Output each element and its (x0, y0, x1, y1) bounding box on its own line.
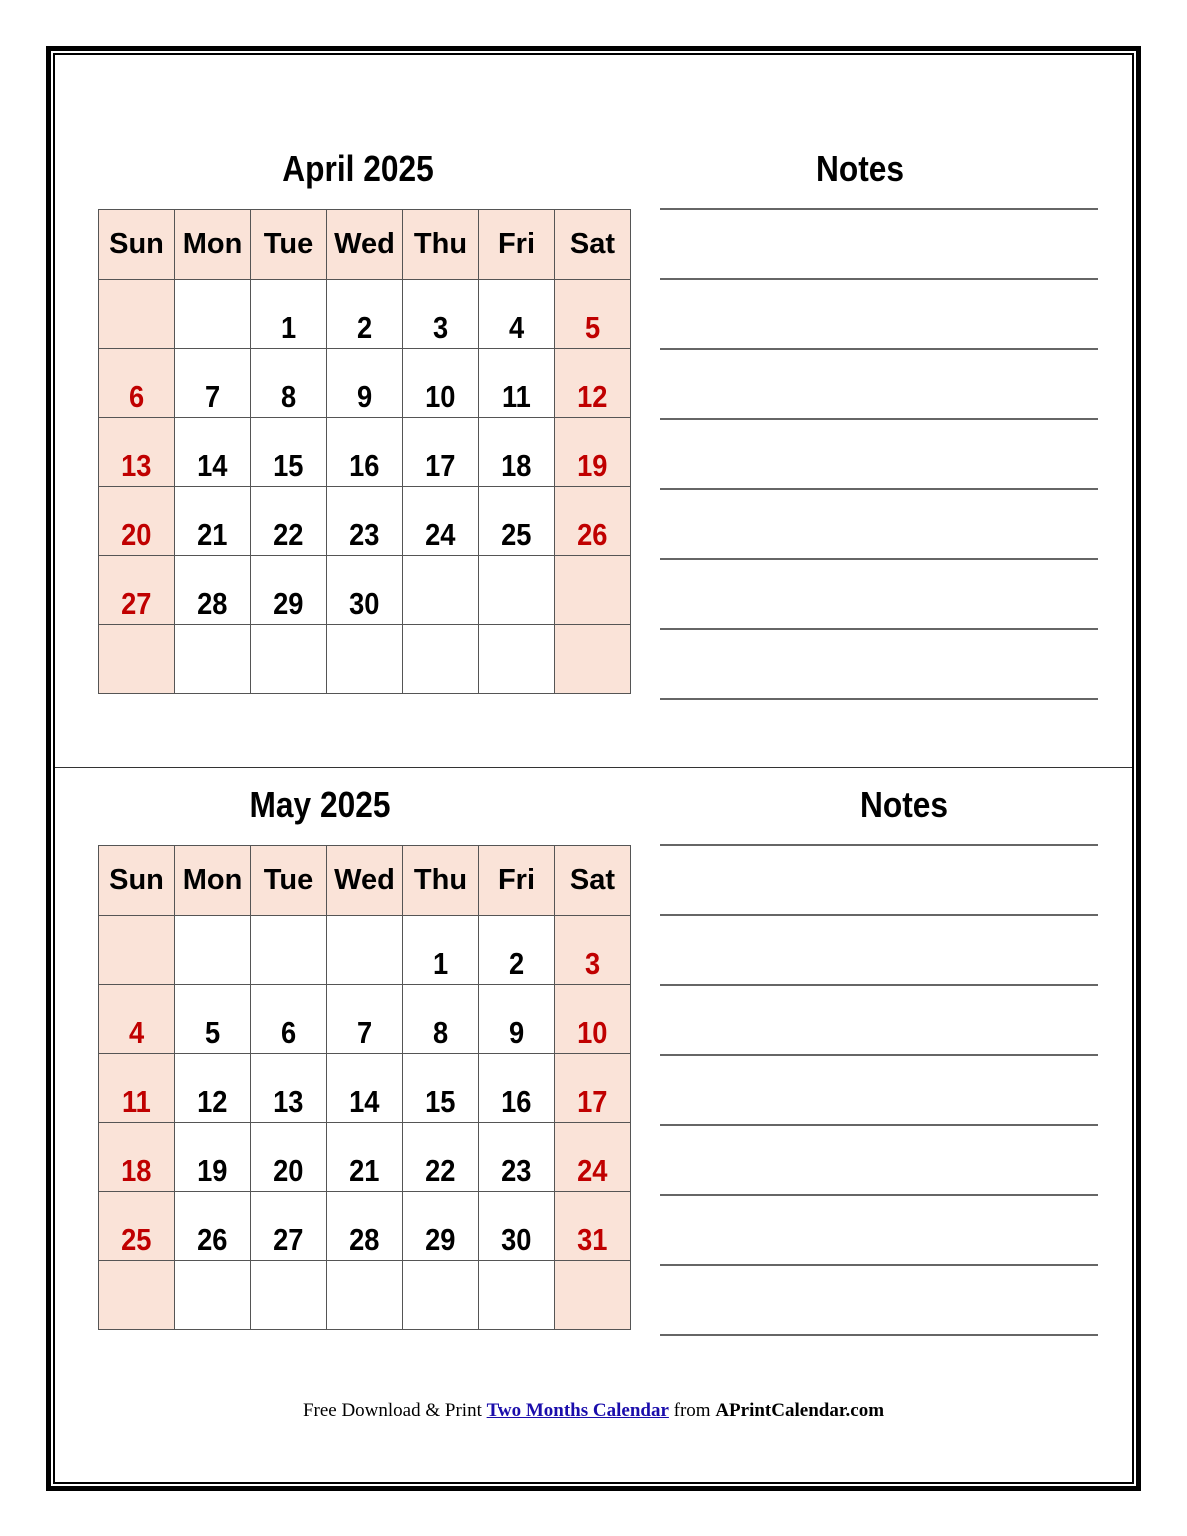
day-number: 31 (577, 1222, 608, 1257)
day-cell (479, 1123, 555, 1192)
notes-title-april: Notes (815, 148, 905, 189)
day-number: 29 (425, 1222, 456, 1257)
weekday-header: Thu (403, 210, 479, 280)
day-cell (555, 556, 631, 625)
day-cell (251, 280, 327, 349)
day-number: 19 (577, 448, 608, 483)
notes-title-may: Notes (859, 784, 949, 825)
day-cell (555, 625, 631, 694)
day-cell (251, 556, 327, 625)
day-number: 29 (273, 586, 304, 621)
day-number: 23 (501, 1153, 532, 1188)
day-number: 2 (356, 310, 373, 345)
day-number: 14 (197, 448, 228, 483)
day-cell (99, 280, 175, 349)
day-cell (555, 1054, 631, 1123)
notes-line (660, 348, 1098, 350)
day-number: 17 (577, 1084, 608, 1119)
day-cell (251, 418, 327, 487)
notes-line (660, 488, 1098, 490)
day-cell (403, 916, 479, 985)
day-number: 8 (280, 379, 297, 414)
day-number: 11 (502, 379, 531, 414)
day-cell (403, 985, 479, 1054)
footer-credit (0, 1400, 1187, 1422)
day-cell (403, 280, 479, 349)
day-number: 30 (501, 1222, 532, 1257)
day-number: 4 (128, 1015, 145, 1050)
notes-line (660, 1054, 1098, 1056)
weekday-header: Fri (479, 210, 555, 280)
weekday-header-row (99, 210, 631, 280)
day-cell (327, 985, 403, 1054)
day-cell (251, 1123, 327, 1192)
day-cell (175, 625, 251, 694)
day-cell (327, 556, 403, 625)
day-cell (479, 487, 555, 556)
notes-line (660, 1124, 1098, 1126)
day-number: 25 (121, 1222, 152, 1257)
week-row (99, 1054, 631, 1123)
day-cell (99, 1261, 175, 1330)
notes-line (660, 1194, 1098, 1196)
weekday-header: Wed (327, 846, 403, 916)
footer-middle: from (673, 1400, 711, 1421)
day-cell (99, 418, 175, 487)
day-cell (555, 985, 631, 1054)
weekday-header: Mon (175, 846, 251, 916)
day-cell (555, 418, 631, 487)
day-number: 1 (432, 946, 449, 981)
day-cell (327, 1054, 403, 1123)
day-cell (403, 487, 479, 556)
day-cell (479, 418, 555, 487)
day-cell (479, 985, 555, 1054)
calendar-grid-april (98, 209, 631, 694)
day-cell (251, 487, 327, 556)
day-number: 27 (121, 586, 152, 621)
weekday-header: Sat (555, 846, 631, 916)
weekday-header: Sat (555, 210, 631, 280)
day-cell (403, 556, 479, 625)
day-cell (479, 556, 555, 625)
week-row (99, 1123, 631, 1192)
day-cell (403, 625, 479, 694)
day-cell (327, 1192, 403, 1261)
day-number: 16 (501, 1084, 532, 1119)
day-cell (175, 487, 251, 556)
day-number: 12 (197, 1084, 228, 1119)
day-cell (327, 625, 403, 694)
day-cell (479, 349, 555, 418)
notes-line (660, 418, 1098, 420)
notes-line (660, 628, 1098, 630)
notes-line (660, 1264, 1098, 1266)
day-cell (251, 1054, 327, 1123)
day-number: 20 (121, 517, 152, 552)
day-cell (175, 280, 251, 349)
day-number: 18 (121, 1153, 152, 1188)
day-cell (555, 1192, 631, 1261)
day-cell (327, 1261, 403, 1330)
week-row (99, 1192, 631, 1261)
notes-line (660, 278, 1098, 280)
day-cell (327, 916, 403, 985)
day-number: 13 (273, 1084, 304, 1119)
weekday-header: Thu (403, 846, 479, 916)
day-cell (175, 1192, 251, 1261)
day-cell (99, 487, 175, 556)
week-row (99, 280, 631, 349)
day-number: 3 (432, 310, 449, 345)
weekday-header: Tue (251, 210, 327, 280)
month-title-may: May 2025 (249, 784, 391, 825)
day-cell (327, 487, 403, 556)
weekday-header-row (99, 846, 631, 916)
day-number: 7 (356, 1015, 373, 1050)
day-number: 20 (273, 1153, 304, 1188)
day-number: 21 (349, 1153, 380, 1188)
day-cell (555, 1123, 631, 1192)
day-number: 6 (128, 379, 145, 414)
day-cell (555, 487, 631, 556)
day-cell (479, 625, 555, 694)
day-cell (99, 556, 175, 625)
day-number: 28 (197, 586, 228, 621)
day-number: 24 (577, 1153, 608, 1188)
day-number: 19 (197, 1153, 228, 1188)
day-cell (99, 1054, 175, 1123)
notes-line (660, 914, 1098, 916)
day-cell (555, 280, 631, 349)
day-cell (555, 349, 631, 418)
day-cell (403, 1123, 479, 1192)
notes-line (660, 984, 1098, 986)
day-cell (175, 916, 251, 985)
day-cell (251, 1192, 327, 1261)
day-number: 15 (273, 448, 304, 483)
day-cell (327, 280, 403, 349)
day-number: 23 (349, 517, 380, 552)
day-number: 25 (501, 517, 532, 552)
day-cell (175, 556, 251, 625)
day-cell (251, 625, 327, 694)
day-cell (251, 916, 327, 985)
day-number: 2 (508, 946, 525, 981)
day-number: 26 (197, 1222, 228, 1257)
day-cell (327, 1123, 403, 1192)
day-cell (327, 349, 403, 418)
day-number: 14 (349, 1084, 380, 1119)
week-row (99, 556, 631, 625)
day-number: 11 (122, 1084, 151, 1119)
day-cell (175, 1123, 251, 1192)
day-cell (555, 1261, 631, 1330)
footer-prefix: Free Download & Print (302, 1400, 482, 1421)
day-cell (251, 349, 327, 418)
day-cell (175, 985, 251, 1054)
two-months-calendar-link[interactable]: Two Months Calendar (486, 1400, 669, 1421)
day-number: 21 (197, 517, 228, 552)
day-number: 6 (280, 1015, 297, 1050)
day-number: 17 (425, 448, 456, 483)
day-number: 7 (204, 379, 221, 414)
day-number: 13 (121, 448, 152, 483)
day-cell (327, 418, 403, 487)
day-cell (175, 1261, 251, 1330)
day-number: 3 (584, 946, 601, 981)
day-cell (403, 1054, 479, 1123)
week-row (99, 625, 631, 694)
weekday-header: Fri (479, 846, 555, 916)
day-cell (175, 349, 251, 418)
weekday-header: Wed (327, 210, 403, 280)
day-number: 15 (425, 1084, 456, 1119)
week-row (99, 349, 631, 418)
week-row (99, 1261, 631, 1330)
week-row (99, 418, 631, 487)
week-row (99, 985, 631, 1054)
day-number: 30 (349, 586, 380, 621)
day-number: 1 (280, 310, 297, 345)
notes-line (660, 1334, 1098, 1336)
day-cell (479, 1261, 555, 1330)
section-divider (55, 767, 1132, 768)
week-row (99, 916, 631, 985)
day-cell (175, 1054, 251, 1123)
day-cell (251, 1261, 327, 1330)
day-number: 10 (577, 1015, 608, 1050)
day-number: 5 (204, 1015, 221, 1050)
day-cell (555, 916, 631, 985)
day-number: 16 (349, 448, 380, 483)
day-number: 28 (349, 1222, 380, 1257)
day-cell (479, 1054, 555, 1123)
day-number: 5 (584, 310, 601, 345)
day-cell (479, 280, 555, 349)
day-number: 9 (356, 379, 373, 414)
day-cell (99, 1192, 175, 1261)
weekday-header: Sun (99, 210, 175, 280)
day-cell (403, 1261, 479, 1330)
day-number: 24 (425, 517, 456, 552)
weekday-header: Tue (251, 846, 327, 916)
weekday-header: Mon (175, 210, 251, 280)
day-number: 8 (432, 1015, 449, 1050)
notes-line (660, 558, 1098, 560)
day-cell (99, 349, 175, 418)
footer-site: APrintCalendar.com (715, 1400, 885, 1421)
day-number: 9 (508, 1015, 525, 1050)
month-title-april: April 2025 (282, 148, 434, 189)
day-cell (99, 1123, 175, 1192)
day-cell (99, 985, 175, 1054)
day-number: 12 (577, 379, 608, 414)
day-number: 18 (501, 448, 532, 483)
day-cell (99, 916, 175, 985)
day-cell (479, 1192, 555, 1261)
day-cell (251, 985, 327, 1054)
notes-line (660, 844, 1098, 846)
calendar-grid-may (98, 845, 631, 1330)
day-cell (479, 916, 555, 985)
day-number: 22 (273, 517, 304, 552)
day-cell (403, 349, 479, 418)
day-number: 4 (508, 310, 525, 345)
day-cell (403, 418, 479, 487)
notes-line (660, 698, 1098, 700)
day-cell (403, 1192, 479, 1261)
day-cell (99, 625, 175, 694)
week-row (99, 487, 631, 556)
weekday-header: Sun (99, 846, 175, 916)
day-number: 22 (425, 1153, 456, 1188)
notes-line (660, 208, 1098, 210)
day-cell (175, 418, 251, 487)
day-number: 26 (577, 517, 608, 552)
day-number: 10 (425, 379, 456, 414)
day-number: 27 (273, 1222, 304, 1257)
